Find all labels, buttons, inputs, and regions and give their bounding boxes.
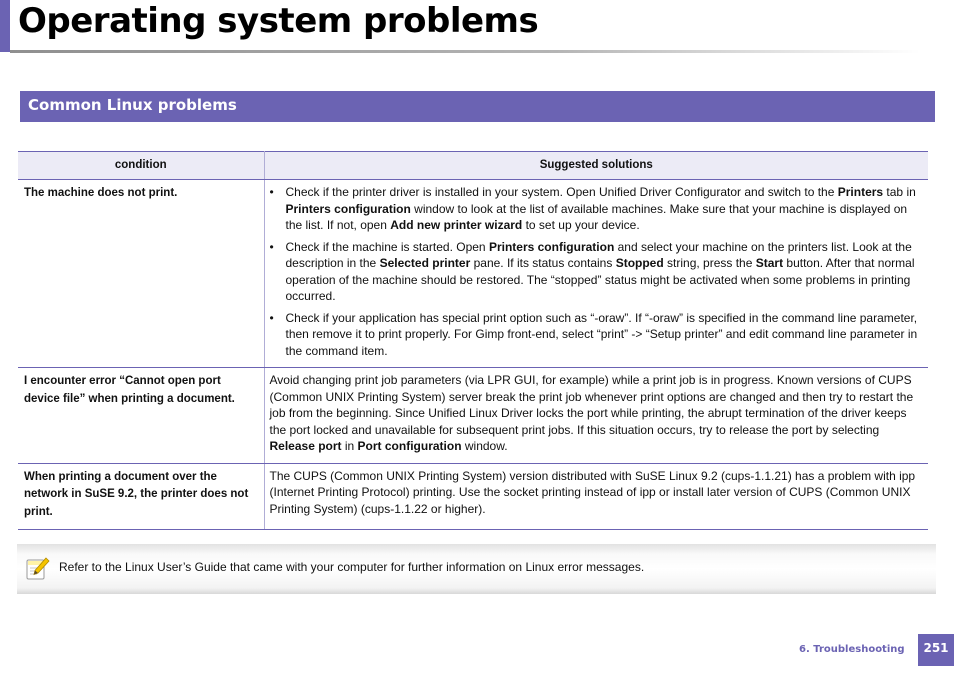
condition-cell: When printing a document over the network in SuSE 9.2, the printer does not print. (18, 463, 264, 530)
column-header-solutions: Suggested solutions (264, 152, 928, 180)
page-title: Operating system problems (18, 1, 539, 41)
bold-term: Printers (837, 185, 884, 199)
problems-table (18, 151, 928, 530)
solution-bullet: • Check if your application has special print option such as “-oraw”. If “-oraw” is specified in the command line parameter, then remove it to print properly. For Gimp front-end, select “print” -> “Setup printer” and edit command line parameter in the command item. (270, 310, 921, 360)
bold-term: Stopped (615, 256, 664, 270)
solution-cell: The CUPS (Common UNIX Printing System) version distributed with SuSE Linux 9.2 (cups-1.1.21) has a problem with ipp (Internet Printing Protocol) printing. Use the socket printing instead of ipp or install later version of CUPS (Common UNIX Printing System) (cups-1.1.22 or higher). (264, 463, 928, 530)
title-underline (10, 50, 920, 53)
bold-term: Release port (269, 439, 342, 453)
bold-term: Selected printer (379, 256, 471, 270)
bold-term: Printers configuration (285, 201, 411, 216)
solution-cell: Avoid changing print job parameters (via LPR GUI, for example) while a print job is in progress. Known versions of CUPS (Common UNIX Printing System) server break the print job whenever print options are changed and then try to restart the job from the beginning. Since Unified Linux Driver locks the port while printing, the abrupt termination of the driver keeps the port locked and unavailable for subsequent print jobs. If this situation occurs, try to release the port by selecting Release port in Port configuration window. (264, 368, 928, 464)
condition-cell: I encounter error “Cannot open port device file” when printing a document. (18, 368, 264, 464)
note-text: Refer to the Linux User’s Guide that came with your computer for further information on Linux error messages. (59, 560, 645, 574)
solution-cell (264, 180, 928, 368)
solution-bullet: • Check if the printer driver is installed in your system. Open Unified Driver Configurator and switch to the Printers tab in Printers configuration window to look at the list of available machines. Make sure that your machine is displayed on the list. If not, open Add new printer wizard to set up your device. (270, 184, 921, 234)
bold-term: Port configuration (357, 439, 462, 453)
solution-bullet-list (270, 184, 921, 359)
table-row (18, 180, 928, 368)
bold-term: Start (755, 256, 784, 270)
section-title: Common Linux problems (28, 96, 237, 114)
condition-cell: The machine does not print. (18, 180, 264, 368)
bold-term: Printers configuration (488, 239, 615, 254)
note-box (17, 544, 936, 594)
page-number: 251 (918, 634, 954, 666)
column-header-condition: condition (18, 152, 264, 180)
footer-chapter-label: 6. Troubleshooting (799, 644, 905, 655)
section-header-bar (20, 91, 935, 122)
table-header-row (18, 152, 928, 180)
table-row (18, 463, 928, 530)
note-pencil-icon (24, 556, 50, 582)
table-row (18, 368, 928, 464)
bold-term: Add new printer wizard (390, 218, 523, 232)
solution-bullet: • Check if the machine is started. Open Printers configuration and select your machine on the printers list. Look at the description in the Selected printer pane. If its status contains Stopped string, press the Start button. After that normal operation of the machine should be restored. The “stopped” status might be activated when some problems in printing occurred. (270, 239, 921, 305)
title-accent-bar (0, 0, 10, 52)
